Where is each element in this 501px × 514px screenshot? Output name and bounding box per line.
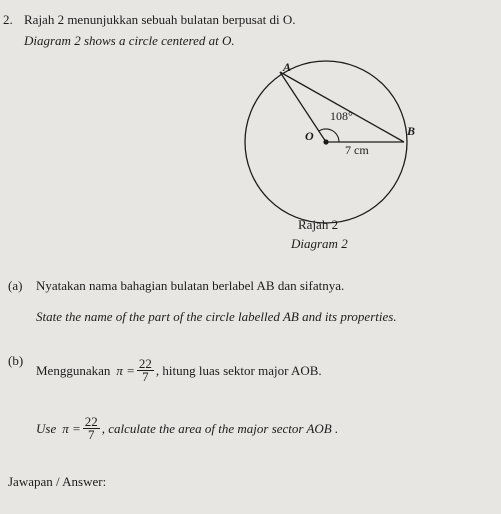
part-a-malay: Nyatakan nama bahagian bulatan berlabel AB dan sifatnya. xyxy=(36,278,345,293)
pi-symbol: π = xyxy=(116,362,135,378)
question-number: 2. xyxy=(3,12,13,27)
part-b-malay-before: Menggunakan xyxy=(36,362,111,378)
chord-ab xyxy=(280,72,404,142)
angle-label: 108° xyxy=(330,109,353,123)
fraction-numerator-english: 22 xyxy=(84,414,98,429)
pi-fraction-english xyxy=(83,416,100,441)
fraction-numerator: 22 xyxy=(138,356,152,371)
centre-point xyxy=(323,139,328,144)
pi-symbol-english: π = xyxy=(62,420,81,436)
question-intro-malay: Rajah 2 menunjukkan sebuah bulatan berpusat di O. xyxy=(24,12,296,27)
part-b-english-line xyxy=(36,416,338,441)
part-b-english-before: Use xyxy=(36,420,57,436)
part-b-english-after: , calculate the area of the major sector AOB . xyxy=(101,420,339,436)
radius-label: 7 cm xyxy=(345,143,369,157)
part-b-label: (b) xyxy=(8,353,24,368)
label-a: A xyxy=(283,60,292,74)
answer-label: Jawapan / Answer: xyxy=(8,474,107,489)
part-b-malay-line xyxy=(36,358,322,383)
diagram-caption-malay: Rajah 2 xyxy=(298,217,339,232)
diagram-caption-english: Diagram 2 xyxy=(291,236,348,251)
part-b-malay-after: , hitung luas sektor major AOB. xyxy=(155,362,322,378)
radius-oa xyxy=(280,72,326,142)
fraction-denominator-english: 7 xyxy=(88,427,95,442)
fraction-denominator: 7 xyxy=(142,369,149,384)
label-o: O xyxy=(305,129,314,143)
pi-fraction xyxy=(137,358,154,383)
part-a-label: (a) xyxy=(8,278,23,293)
part-a-english: State the name of the part of the circle labelled AB and its properties. xyxy=(36,309,397,324)
question-intro-english: Diagram 2 shows a circle centered at O. xyxy=(24,33,235,48)
label-b: B xyxy=(407,124,416,138)
